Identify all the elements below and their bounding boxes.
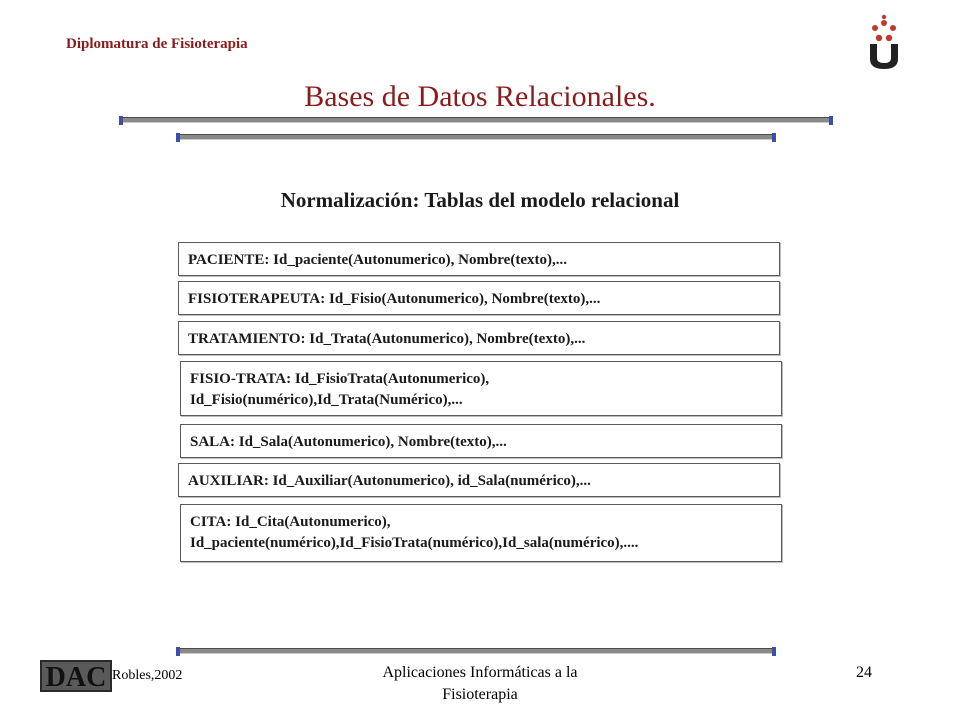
- title-divider-upper: [120, 117, 832, 123]
- footer-course-title: [280, 662, 680, 706]
- table-line: FISIOTERAPEUTA: Id_Fisio(Autonumerico), Nombre(texto),...: [188, 291, 601, 307]
- table-box-tratamiento: [178, 321, 780, 355]
- dac-logo-text: DAC: [45, 662, 107, 692]
- footer-divider: [177, 648, 775, 654]
- page-title: Bases de Datos Relacionales.: [304, 80, 656, 113]
- table-line: CITA: Id_Cita(Autonumerico),: [190, 514, 391, 530]
- table-box-sala: [180, 424, 782, 458]
- table-box-fisio-trata: [180, 361, 782, 416]
- table-box-fisioterapeuta: [178, 281, 780, 315]
- u-letter-icon: [870, 44, 898, 69]
- header-organization: Diplomatura de Fisioterapia: [66, 36, 248, 52]
- crown-icon: [872, 15, 896, 41]
- section-subtitle: Normalización: Tablas del modelo relacional: [280, 188, 680, 212]
- table-line: SALA: Id_Sala(Autonumerico), Nombre(texto),...: [190, 434, 507, 450]
- footer-course-line: Aplicaciones Informáticas a la: [382, 664, 578, 681]
- table-box-cita: [180, 504, 782, 562]
- table-box-auxiliar: [178, 463, 780, 497]
- table-line: Id_paciente(numérico),Id_FisioTrata(numérico),Id_sala(numérico),....: [190, 535, 639, 551]
- university-logo: [860, 14, 908, 70]
- table-line: AUXILIAR: Id_Auxiliar(Autonumerico), id_Sala(numérico),...: [188, 473, 591, 489]
- table-box-paciente: [178, 242, 780, 276]
- table-line: FISIO-TRATA: Id_FisioTrata(Autonumerico),: [190, 371, 490, 387]
- footer-course-line: Fisioterapia: [442, 686, 518, 703]
- title-divider-lower: [177, 134, 775, 140]
- table-line: PACIENTE: Id_paciente(Autonumerico), Nombre(texto),...: [188, 252, 567, 268]
- author-credit: Robles,2002: [112, 668, 183, 683]
- table-line: Id_Fisio(numérico),Id_Trata(Numérico),...: [190, 392, 463, 408]
- page-number: 24: [856, 664, 872, 681]
- table-line: TRATAMIENTO: Id_Trata(Autonumerico), Nombre(texto),...: [188, 331, 586, 347]
- dac-logo: [40, 660, 112, 692]
